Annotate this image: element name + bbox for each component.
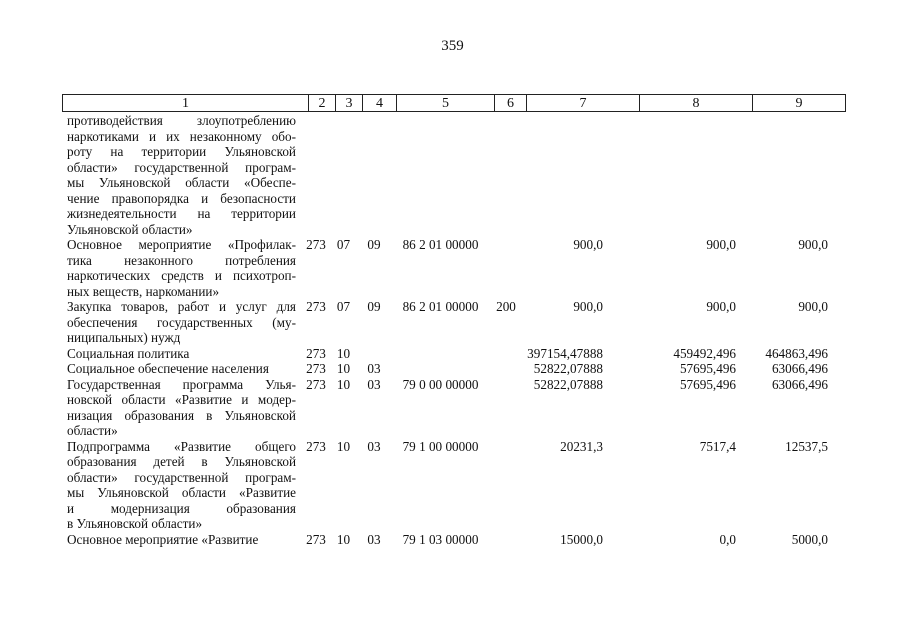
row-col-3: 07	[336, 237, 351, 252]
row-col-2: 273	[306, 438, 326, 454]
header-col-4: 4	[363, 95, 397, 111]
row-name-line: Подпрограмма «Развитие общего	[67, 438, 296, 454]
row-name-line: тика незаконного потребления	[67, 252, 296, 268]
row-col-2: 273	[306, 376, 326, 392]
row-col-2	[302, 113, 330, 114]
header-col-6: 6	[495, 95, 527, 111]
row-col-9: 900,0	[798, 299, 828, 314]
row-name-line: Закупка товаров, работ и услуг для	[67, 299, 296, 314]
row-name-line: области»	[67, 423, 118, 438]
row-name-line: новской области «Развитие и модер-	[67, 392, 296, 407]
row-name-line: Социальная политика	[67, 345, 190, 361]
row-name-line: наркотических средств и психотроп-	[67, 268, 296, 283]
row-col-6	[490, 346, 522, 347]
table-header	[62, 94, 846, 112]
header-col-2: 2	[309, 95, 336, 111]
row-col-3: 10	[336, 376, 351, 392]
row-name	[62, 299, 302, 346]
row-col-4: 03	[367, 361, 381, 376]
table-row	[62, 237, 838, 299]
header-col-9: 9	[795, 96, 803, 111]
row-col-3	[330, 113, 357, 114]
row-name-line: мы Ульяновской области «Развитие	[67, 485, 296, 500]
row-name	[62, 532, 302, 548]
row-col-5	[391, 113, 490, 114]
row-col-8: 900,0	[706, 299, 736, 314]
row-col-2: 273	[306, 237, 326, 252]
row-col-5: 79 1 00 00000	[402, 438, 479, 454]
row-col-3: 07	[336, 299, 351, 314]
row-name-line: Основное мероприятие «Развитие	[67, 531, 259, 547]
table-row	[62, 532, 838, 548]
row-col-7: 15000,0	[560, 531, 603, 547]
row-name	[62, 237, 302, 299]
row-name-line: Государственная программа Улья-	[67, 376, 296, 392]
row-name	[62, 346, 302, 362]
row-col-6	[490, 113, 522, 114]
row-col-5	[391, 361, 490, 362]
row-name-line: области» государственной програм-	[67, 469, 296, 485]
row-col-6: 200	[496, 299, 516, 314]
row-col-8: 7517,4	[699, 438, 736, 454]
row-col-4	[357, 346, 391, 347]
row-name-line: в Ульяновской области»	[67, 516, 203, 531]
row-name-line: низация образования в Ульяновской	[67, 407, 296, 423]
row-col-5: 86 2 01 00000	[402, 237, 479, 252]
row-name-line: наркотиками и их незаконному обо-	[67, 128, 296, 144]
row-col-9: 464863,496	[765, 345, 828, 361]
table-row	[62, 377, 838, 439]
row-col-7: 52822,07888	[533, 361, 603, 376]
row-col-3: 10	[336, 345, 351, 361]
row-col-9	[746, 113, 838, 114]
row-name	[62, 113, 302, 237]
row-name	[62, 377, 302, 439]
row-name-line: Основное мероприятие «Профилак-	[67, 237, 296, 252]
row-col-3: 10	[336, 531, 351, 547]
table-row	[62, 299, 838, 346]
row-col-8: 900,0	[706, 237, 736, 252]
row-col-9: 900,0	[798, 237, 828, 252]
header-col-8: 8	[640, 95, 753, 111]
table-body	[62, 113, 838, 547]
row-col-2: 273	[306, 361, 326, 376]
row-col-4: 03	[367, 438, 381, 454]
row-col-5: 86 2 01 00000	[402, 299, 479, 314]
row-col-6	[490, 361, 522, 362]
row-col-6	[490, 237, 522, 238]
row-col-6	[490, 532, 522, 533]
row-col-8: 57695,496	[679, 361, 736, 376]
row-col-6	[490, 439, 522, 440]
row-name-line: чение правопорядка и безопасности	[67, 190, 296, 206]
row-col-7	[522, 113, 633, 114]
row-col-7: 397154,47888	[527, 345, 603, 361]
table-row	[62, 361, 838, 377]
row-name-line: ных веществ, наркомании»	[67, 283, 220, 299]
row-name-line: жизнедеятельности на территории	[67, 206, 296, 221]
row-name-line: обеспечения государственных (му-	[67, 314, 296, 330]
row-col-9: 12537,5	[785, 438, 828, 454]
row-col-9: 63066,496	[771, 361, 828, 376]
row-col-6	[490, 377, 522, 378]
row-name-line: образования детей в Ульяновской	[67, 454, 296, 469]
table-row	[62, 113, 838, 237]
row-col-2: 273	[306, 299, 326, 314]
header-col-3: 3	[336, 95, 363, 111]
row-col-7: 900,0	[573, 299, 603, 314]
row-col-5: 79 0 00 00000	[402, 376, 479, 392]
row-col-4: 03	[367, 376, 381, 392]
row-name	[62, 361, 302, 377]
row-name-line: Ульяновской области»	[67, 221, 193, 237]
row-name-line: области» государственной програм-	[67, 159, 296, 175]
row-name-line: роту на территории Ульяновской	[67, 144, 296, 159]
row-col-8: 459492,496	[673, 345, 736, 361]
header-col-7: 7	[527, 95, 640, 111]
row-col-7: 900,0	[573, 237, 603, 252]
row-name	[62, 439, 302, 532]
row-col-8: 0,0	[719, 531, 736, 547]
row-name-line: мы Ульяновской области «Обеспе-	[67, 175, 296, 190]
row-name-line: ниципальных) нужд	[67, 330, 181, 345]
row-name-line: и модернизация образования	[67, 500, 296, 516]
row-col-9: 5000,0	[791, 531, 828, 547]
row-col-7: 20231,3	[560, 438, 603, 454]
row-col-8	[633, 113, 746, 114]
row-col-2: 273	[306, 345, 326, 361]
table-row	[62, 439, 838, 532]
page-number: 359	[441, 38, 464, 54]
row-col-9: 63066,496	[771, 376, 828, 392]
row-col-4	[357, 113, 391, 114]
row-col-4: 03	[367, 531, 381, 547]
header-col-1: 1	[63, 95, 309, 111]
row-col-5: 79 1 03 00000	[402, 531, 479, 547]
row-col-3: 10	[336, 361, 351, 376]
row-name-line: противодействия злоупотреблению	[67, 113, 296, 128]
row-col-2: 273	[306, 531, 326, 547]
row-name-line: Социальное обеспечение населения	[67, 361, 269, 376]
row-col-5	[391, 346, 490, 347]
row-col-8: 57695,496	[679, 376, 736, 392]
header-col-5: 5	[397, 95, 495, 111]
row-col-3: 10	[336, 438, 351, 454]
row-col-7: 52822,07888	[533, 376, 603, 392]
row-col-4: 09	[367, 237, 381, 252]
row-col-4: 09	[367, 299, 381, 314]
table-row	[62, 346, 838, 362]
